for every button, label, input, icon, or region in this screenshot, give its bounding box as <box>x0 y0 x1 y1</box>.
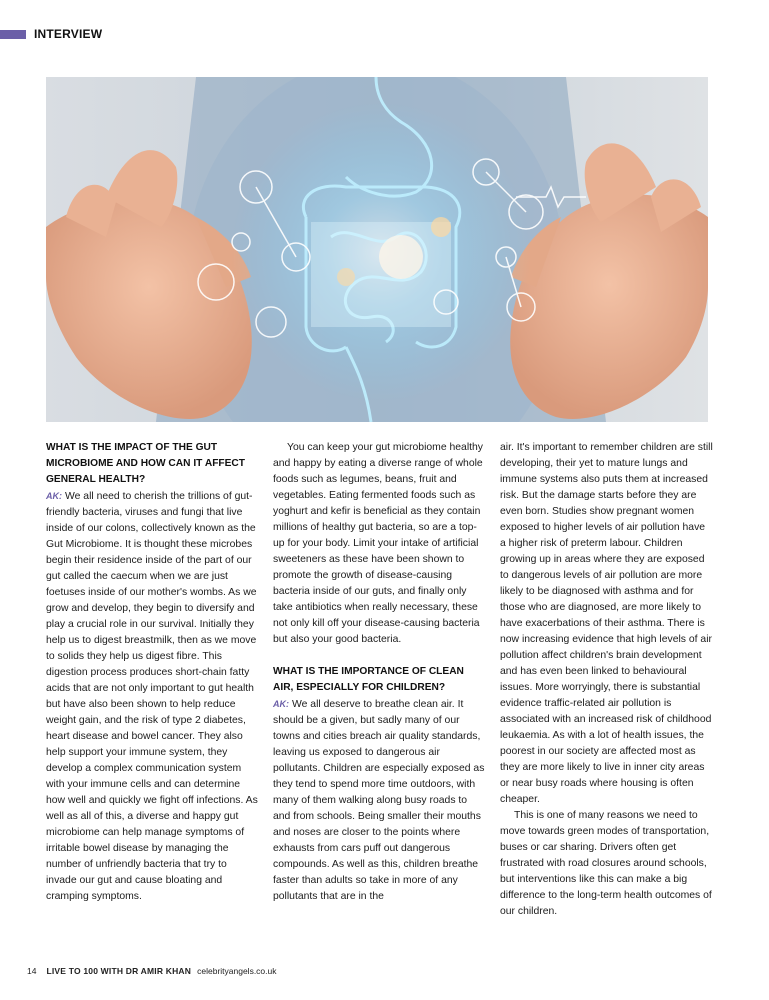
hero-image <box>46 77 708 422</box>
body-paragraph: air. It's important to remember children are still developing, their yet to mature lungs and immune systems also puts them at increased risk. But the damage starts before they are even born. Studies show pregnant women exposed to higher levels of air pollution have a higher risk of preterm labour. Children growing up in areas where they are exposed to dangerous levels of air pollution are more likely to be diagnosed with asthma and for those who are diagnosed, are more likely to have exacerbations of their asthma. There is now increasing evidence that high levels of air pollution affect children's brain development and has even been linked to behavioural issues. More worryingly, there is substantial evidence traffic-related air pollution is associated with an increased risk of childhood leukaemia. As with a lot of health issues, the poorest in our society are affected most as they are more likely to live in inner city areas or near busy roads where housing is often cheaper. <box>500 442 713 805</box>
text-column-3 <box>500 440 713 920</box>
answer-paragraph <box>46 488 259 905</box>
answer-text: We all deserve to breathe clean air. It should be a given, but sadly many of our towns and cities breach air quality standards, leaving us exposed to dangerous air pollutants. Children are especially exposed as they tend to spend more time outdoors, with many of them walking along busy roads to and from schools. Being smaller their mouths and noses are closer to the points where exhausts from cars puff out dangerous compounds. As well as this, children breathe faster than adults so take in more of any pollutants that are in the <box>273 699 485 902</box>
body-paragraph: This is one of many reasons we need to move towards green modes of transportation, buses or car sharing. Drivers often get frustrated with road closures around schools, but interventions like this can make a big difference to the long-term health outcomes of our children. <box>500 810 712 917</box>
body-paragraph: You can keep your gut microbiome healthy and happy by eating a diverse range of whole foods such as legumes, beans, fruit and vegetables. Eating fermented foods such as yoghurt and kefir is beneficial as they contain millions of healthy gut bacteria, so are a top-up for your body. Limit your intake of artificial sweeteners as these have been shown to promote the growth of disease-causing bacteria inside of our guts, and finally only take antibiotics when really necessary, these not only kill off your disease-causing bacteria but also your good bacteria. <box>273 442 484 645</box>
text-column-1 <box>46 440 259 905</box>
site-url: celebrityangels.co.uk <box>197 966 277 976</box>
section-label: INTERVIEW <box>34 27 103 41</box>
interviewee-initials: AK: <box>46 491 62 501</box>
section-color-bar <box>0 30 26 39</box>
page-number: 14 <box>27 966 37 976</box>
question-heading: WHAT IS THE IMPORTANCE OF CLEAN AIR, ESPECIALLY FOR CHILDREN? <box>273 666 464 693</box>
answer-text: We all need to cherish the trillions of gut-friendly bacteria, viruses and fungi that live inside of our colons, collectively known as the Gut Microbiome. It is thought these microbes begin their residence inside of the part of our gut called the caecum when we are just foetuses inside of our mother's wombs. As we grow and develop, they begin to diversify and play a crucial role in our survival. Initially they help us to digest breastmilk, then as we move to solids they help us digest fibre. This digestion process produces short-chain fatty acids that are not only important to gut health but have also been shown to help reduce weight gain, and the risk of type 2 diabetes, heart disease and bowel cancer. They also help support your immune system, they develop a complex communication system with your immune cells and can determine how well and quickly we fight off infections. As well as all of this, a diverse and happy gut microbiome can help manage symptoms of irritable bowel disease by managing the number of unfriendly bacteria that try to invade our gut and cause bloating and cramping symptoms. <box>46 491 258 902</box>
text-column-2 <box>273 440 486 905</box>
question-heading: WHAT IS THE IMPACT OF THE GUT MICROBIOME AND HOW CAN IT AFFECT GENERAL HEALTH? <box>46 442 246 485</box>
interviewee-initials: AK: <box>273 699 289 709</box>
page-footer <box>27 966 277 976</box>
answer-paragraph <box>273 696 486 905</box>
publication-title: LIVE TO 100 WITH DR AMIR KHAN <box>46 966 192 976</box>
